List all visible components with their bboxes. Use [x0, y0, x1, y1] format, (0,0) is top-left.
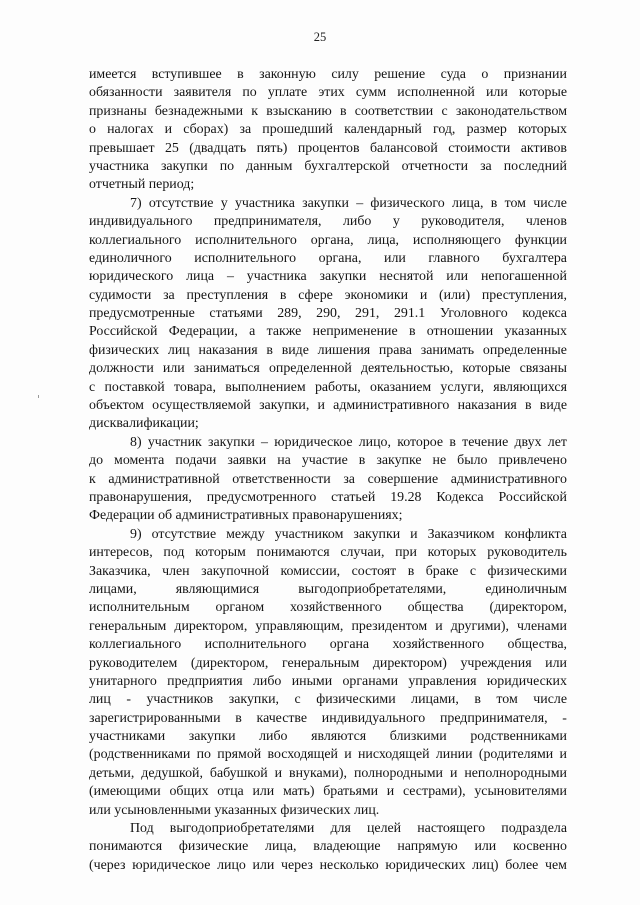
text-line: лиц - участников закупки, с физическими лицами, в том числе	[89, 692, 567, 708]
text-line: предусмотренные статьями 289, 290, 291, 291.1 Уголовного кодекса	[89, 306, 567, 322]
text-line: лицами, являющимися выгодоприобретателями, единоличным	[89, 581, 567, 597]
text-line: участниками закупки либо являются близкими родственниками	[89, 729, 567, 745]
body-text	[89, 66, 567, 875]
text-line: правонарушения, предусмотренного статьей 19.28 Кодекса Российской	[89, 489, 567, 505]
text-line: 8) участник закупки – юридическое лицо, которое в течение двух лет	[130, 434, 567, 450]
text-line: физических лиц наказания в виде лишения права занимать определенные	[89, 342, 567, 358]
text-line: 7) отсутствие у участника закупки – физического лица, в том числе	[130, 195, 567, 211]
text-line: до момента подачи заявки на участие в закупке не было привлечено	[89, 453, 567, 469]
text-line: (имеющими общих отца или мать) братьями и сестрами), усыновителями	[89, 784, 567, 800]
text-line: понимаются физические лица, владеющие напрямую или косвенно	[89, 839, 567, 855]
text-line: генеральным директором, управляющим, президентом и другими), членами	[89, 618, 567, 634]
text-line: коллегиального исполнительного органа хозяйственного общества,	[89, 637, 567, 653]
text-line: единоличного исполнительного органа, или главного бухгалтера	[89, 250, 567, 266]
text-line: о налогах и сборах) за прошедший календарный год, размер которых	[89, 122, 567, 138]
text-line: дисквалификации;	[89, 416, 199, 432]
text-line: или усыновленными указанных физических лиц.	[89, 802, 380, 818]
text-line: руководителем (директором, генеральным директором) учреждения или	[89, 655, 567, 671]
page-number: 25	[313, 30, 327, 44]
text-line: унитарного предприятия либо иными органами управления юридических	[89, 673, 567, 689]
text-line: Российской Федерации, а также неприменение в отношении указанных	[89, 324, 567, 340]
text-line: 9) отсутствие между участником закупки и Заказчиком конфликта	[130, 526, 567, 542]
text-line: исполнительным органом хозяйственного общества (директором,	[89, 600, 567, 616]
text-line: коллегиального исполнительного органа, лица, исполняющего функции	[89, 232, 567, 248]
text-line: (через юридическое лицо или через несколько юридических лиц) более чем	[89, 857, 567, 873]
text-line: к административной ответственности за совершение административного	[89, 471, 567, 487]
text-line: Федерации об административных правонарушениях;	[89, 508, 403, 524]
text-line: отчетный период;	[89, 177, 195, 193]
text-line: судимости за преступления в сфере экономики и (или) преступления,	[89, 287, 567, 303]
text-line: с поставкой товара, выполнением работы, оказанием услуги, являющихся	[89, 379, 567, 395]
text-line: индивидуального предпринимателя, либо у руководителя, членов	[89, 214, 567, 230]
text-line: (родственниками по прямой восходящей и нисходящей линии (родителями и	[89, 747, 567, 763]
text-line: Под выгодоприобретателями для целей настоящего подраздела	[130, 821, 567, 837]
text-line: интересов, под которым понимаются случаи, при которых руководитель	[89, 545, 567, 561]
text-line: должности или заниматься определенной деятельностью, которые связаны	[89, 361, 567, 377]
margin-mark	[38, 395, 39, 398]
text-line: детьми, дедушкой, бабушкой и внуками), полнородными и неполнородными	[89, 765, 567, 781]
text-line: объектом осуществляемой закупки, и административного наказания в виде	[89, 398, 567, 414]
text-line: Заказчика, член закупочной комиссии, состоят в браке с физическими	[89, 563, 567, 579]
text-line: обязанности заявителя по уплате этих сумм исполненной или которые	[89, 85, 567, 101]
text-line: участника закупки по данным бухгалтерской отчетности за последний	[89, 158, 567, 174]
text-line: юридического лица – участника закупки неснятой или непогашенной	[89, 269, 567, 285]
text-line: признаны безнадежными к взысканию в соответствии с законодательством	[89, 103, 567, 119]
text-line: зарегистрированными в качестве индивидуального предпринимателя, -	[89, 710, 567, 726]
text-line: превышает 25 (двадцать пять) процентов балансовой стоимости активов	[89, 140, 567, 156]
text-line: имеется вступившее в законную силу решение суда о признании	[89, 67, 567, 82]
